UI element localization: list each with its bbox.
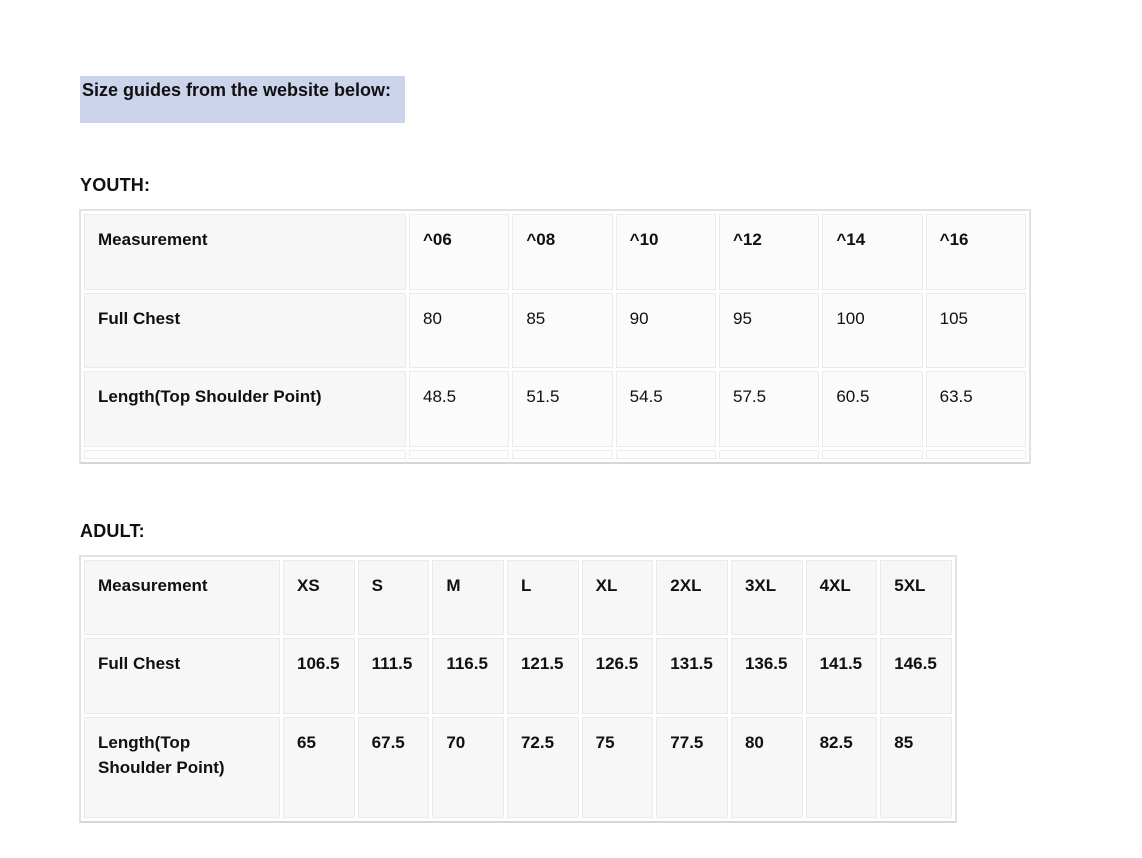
youth-column-header-10: ^10 bbox=[616, 214, 716, 290]
youth-cell-value: 51.5 bbox=[512, 371, 612, 447]
adult-cell-value: 136.5 bbox=[731, 638, 803, 714]
adult-row-label: Full Chest bbox=[84, 638, 280, 714]
youth-cell-value: 48.5 bbox=[409, 371, 509, 447]
youth-section bbox=[80, 175, 1142, 464]
youth-column-header-measurement: Measurement bbox=[84, 214, 406, 290]
adult-cell-value: 146.5 bbox=[880, 638, 952, 714]
adult-cell-value: 70 bbox=[432, 717, 504, 818]
youth-empty-cell bbox=[409, 450, 509, 459]
youth-cell-value: 95 bbox=[719, 293, 819, 369]
youth-column-header-16: ^16 bbox=[926, 214, 1026, 290]
adult-cell-value: 80 bbox=[731, 717, 803, 818]
youth-header-row bbox=[84, 214, 1026, 290]
youth-column-header-12: ^12 bbox=[719, 214, 819, 290]
adult-cell-value: 67.5 bbox=[358, 717, 430, 818]
youth-size-table bbox=[79, 209, 1031, 464]
youth-column-header-06: ^06 bbox=[409, 214, 509, 290]
adult-cell-value: 121.5 bbox=[507, 638, 579, 714]
adult-cell-value: 82.5 bbox=[806, 717, 878, 818]
adult-cell-value: 77.5 bbox=[656, 717, 728, 818]
youth-empty-cell bbox=[926, 450, 1026, 459]
adult-cell-value: 85 bbox=[880, 717, 952, 818]
youth-column-header-14: ^14 bbox=[822, 214, 922, 290]
adult-row-label: Length(Top Shoulder Point) bbox=[84, 717, 280, 818]
youth-empty-cell bbox=[84, 450, 406, 459]
adult-table-row bbox=[84, 638, 952, 714]
adult-header-row bbox=[84, 560, 952, 636]
adult-column-header-s: S bbox=[358, 560, 430, 636]
adult-column-header-5xl: 5XL bbox=[880, 560, 952, 636]
youth-empty-cell bbox=[822, 450, 922, 459]
youth-row-label: Length(Top Shoulder Point) bbox=[84, 371, 406, 447]
adult-cell-value: 126.5 bbox=[582, 638, 654, 714]
adult-column-header-m: M bbox=[432, 560, 504, 636]
adult-cell-value: 75 bbox=[582, 717, 654, 818]
adult-table-row bbox=[84, 717, 952, 818]
adult-size-table bbox=[79, 555, 957, 823]
youth-column-header-08: ^08 bbox=[512, 214, 612, 290]
adult-cell-value: 65 bbox=[283, 717, 355, 818]
youth-cell-value: 105 bbox=[926, 293, 1026, 369]
adult-heading: ADULT: bbox=[80, 520, 145, 541]
adult-cell-value: 141.5 bbox=[806, 638, 878, 714]
youth-cell-value: 100 bbox=[822, 293, 922, 369]
adult-column-header-3xl: 3XL bbox=[731, 560, 803, 636]
adult-column-header-l: L bbox=[507, 560, 579, 636]
youth-cell-value: 85 bbox=[512, 293, 612, 369]
youth-cell-value: 57.5 bbox=[719, 371, 819, 447]
adult-cell-value: 116.5 bbox=[432, 638, 504, 714]
youth-cell-value: 54.5 bbox=[616, 371, 716, 447]
youth-cell-value: 60.5 bbox=[822, 371, 922, 447]
intro-text: Size guides from the website below: bbox=[82, 80, 392, 100]
youth-heading: YOUTH: bbox=[80, 175, 151, 195]
youth-empty-cell bbox=[512, 450, 612, 459]
adult-column-header-4xl: 4XL bbox=[806, 560, 878, 636]
youth-empty-cell bbox=[616, 450, 716, 459]
adult-section bbox=[80, 521, 1142, 823]
adult-cell-value: 72.5 bbox=[507, 717, 579, 818]
youth-cell-value: 90 bbox=[616, 293, 716, 369]
youth-empty-cell bbox=[719, 450, 819, 459]
adult-column-header-measurement: Measurement bbox=[84, 560, 280, 636]
youth-table-row bbox=[84, 293, 1026, 369]
adult-cell-value: 111.5 bbox=[358, 638, 430, 714]
youth-cell-value: 63.5 bbox=[926, 371, 1026, 447]
youth-table-row bbox=[84, 371, 1026, 447]
adult-cell-value: 106.5 bbox=[283, 638, 355, 714]
youth-cell-value: 80 bbox=[409, 293, 509, 369]
intro-highlight bbox=[80, 76, 405, 123]
adult-column-header-2xl: 2XL bbox=[656, 560, 728, 636]
adult-cell-value: 131.5 bbox=[656, 638, 728, 714]
youth-clipped-empty-row bbox=[84, 450, 1026, 459]
youth-row-label: Full Chest bbox=[84, 293, 406, 369]
adult-column-header-xs: XS bbox=[283, 560, 355, 636]
adult-column-header-xl: XL bbox=[582, 560, 654, 636]
